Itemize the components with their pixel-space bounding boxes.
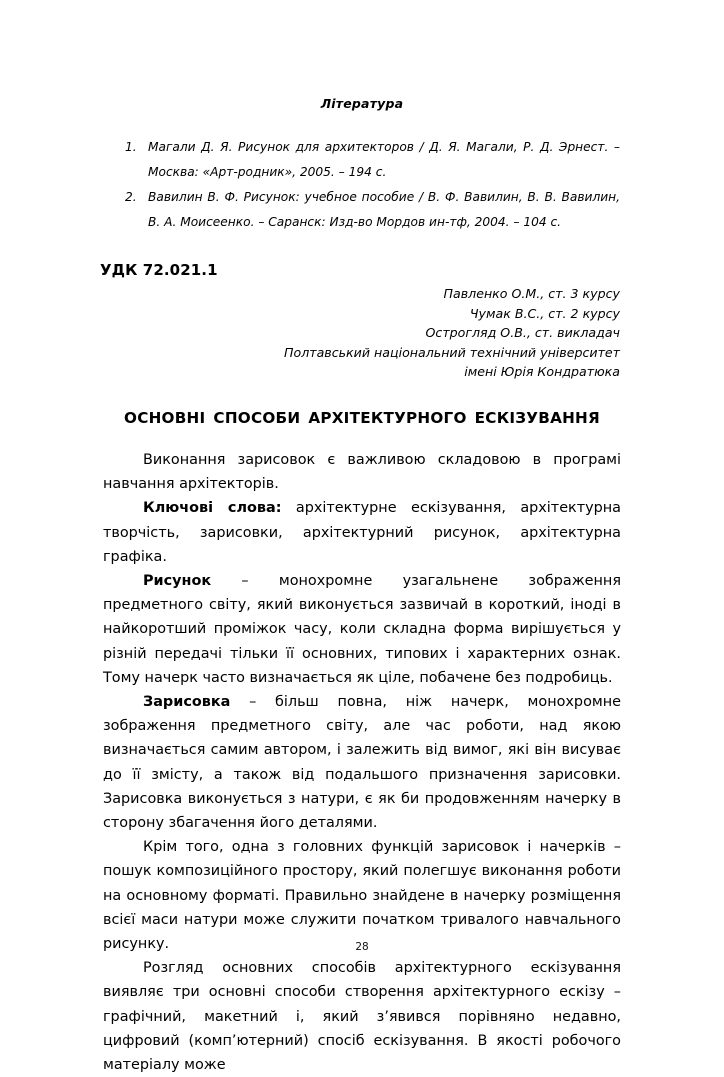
paragraph <box>103 835 621 956</box>
paragraph <box>103 448 621 496</box>
reference-item <box>101 185 620 235</box>
affiliation-line: імені Юрія Кондратюка <box>464 364 620 380</box>
references-heading: Література <box>320 96 404 111</box>
authors-block <box>200 284 620 382</box>
article-title: ОСНОВНІ СПОСОБИ АРХІТЕКТУРНОГО ЕСКІЗУВАННЯ <box>124 409 600 428</box>
paragraph-text: Розгляд основних способів архітектурного ескізування виявляє три основні способи створення архітектурного ескізу – графічний, макетний і, який з’явився порівняно недавно, цифровий (комп’ютерний) спосіб ескізування. В якості робочого матеріалу може <box>103 960 621 1074</box>
reference-number: 1. <box>125 140 137 154</box>
reference-text: Вавилин В. Ф. Рисунок: учебное пособие / В. Ф. Вавилин, В. В. Вавилин, В. А. Моисеенко. – Саранск: Изд-во Мордов ин-тф, 2004. – 104 с. <box>148 190 620 229</box>
paragraph-lead: Зарисовка <box>143 694 231 711</box>
author-line: Чумак В.С., ст. 2 курсу <box>469 305 620 321</box>
references-list <box>0 135 724 235</box>
paragraph-text: архітектурне ескізування, архітектурна творчість, зарисовки, архітектурний рисунок, архітектурна графіка. <box>103 500 621 565</box>
paragraph <box>103 956 621 1077</box>
paragraph <box>103 569 621 690</box>
udc-code: УДК 72.021.1 <box>100 261 218 279</box>
paragraph <box>103 496 621 569</box>
paragraph-text: – монохромне узагальнене зображення предметного світу, який виконується зазвичай в короткий, іноді в найкоротший проміжок часу, коли складна форма вирішується у різній передачі тільки її основних, типових і характерних ознак. Тому начерк часто визначається як ціле, побачене без подробиць. <box>103 573 621 686</box>
reference-item <box>101 135 620 185</box>
reference-number: 2. <box>125 190 137 204</box>
paragraph-text: Виконання зарисовок є важливою складовою в програмі навчання архітекторів. <box>103 452 621 493</box>
reference-text: Магали Д. Я. Рисунок для архитекторов / Д. Я. Магали, Р. Д. Эрнест. – Москва: «Арт-родник», 2005. – 194 с. <box>148 140 620 179</box>
paragraph-text: – більш повна, ніж начерк, монохромне зображення предметного світу, але час роботи, над якою визначається самим автором, і залежить від вимог, які він висуває до її змісту, а також від подальшого призначення зарисовки. Зарисовка виконується з натури, є як би продовженням начерку в сторону збагачення його деталями. <box>103 694 621 832</box>
article-body <box>103 448 621 1077</box>
paragraph-text: Крім того, одна з головних функцій зарисовок і начерків – пошук композиційного простору, який полегшує виконання роботи на основному форматі. Правильно знайдене в начерку розміщення всієї маси натури може служити початком тривалого навчального рисунку. <box>103 839 621 953</box>
author-line: Острогляд О.В., ст. викладач <box>425 325 620 341</box>
paragraph <box>103 690 621 835</box>
page-number: 28 <box>355 941 369 953</box>
references-section <box>0 96 724 235</box>
paragraph-lead: Ключові слова: <box>143 500 282 517</box>
paragraph-lead: Рисунок <box>143 573 212 590</box>
affiliation-line: Полтавський національний технічний університет <box>284 344 620 360</box>
author-line: Павленко О.М., ст. 3 курсу <box>443 286 620 301</box>
